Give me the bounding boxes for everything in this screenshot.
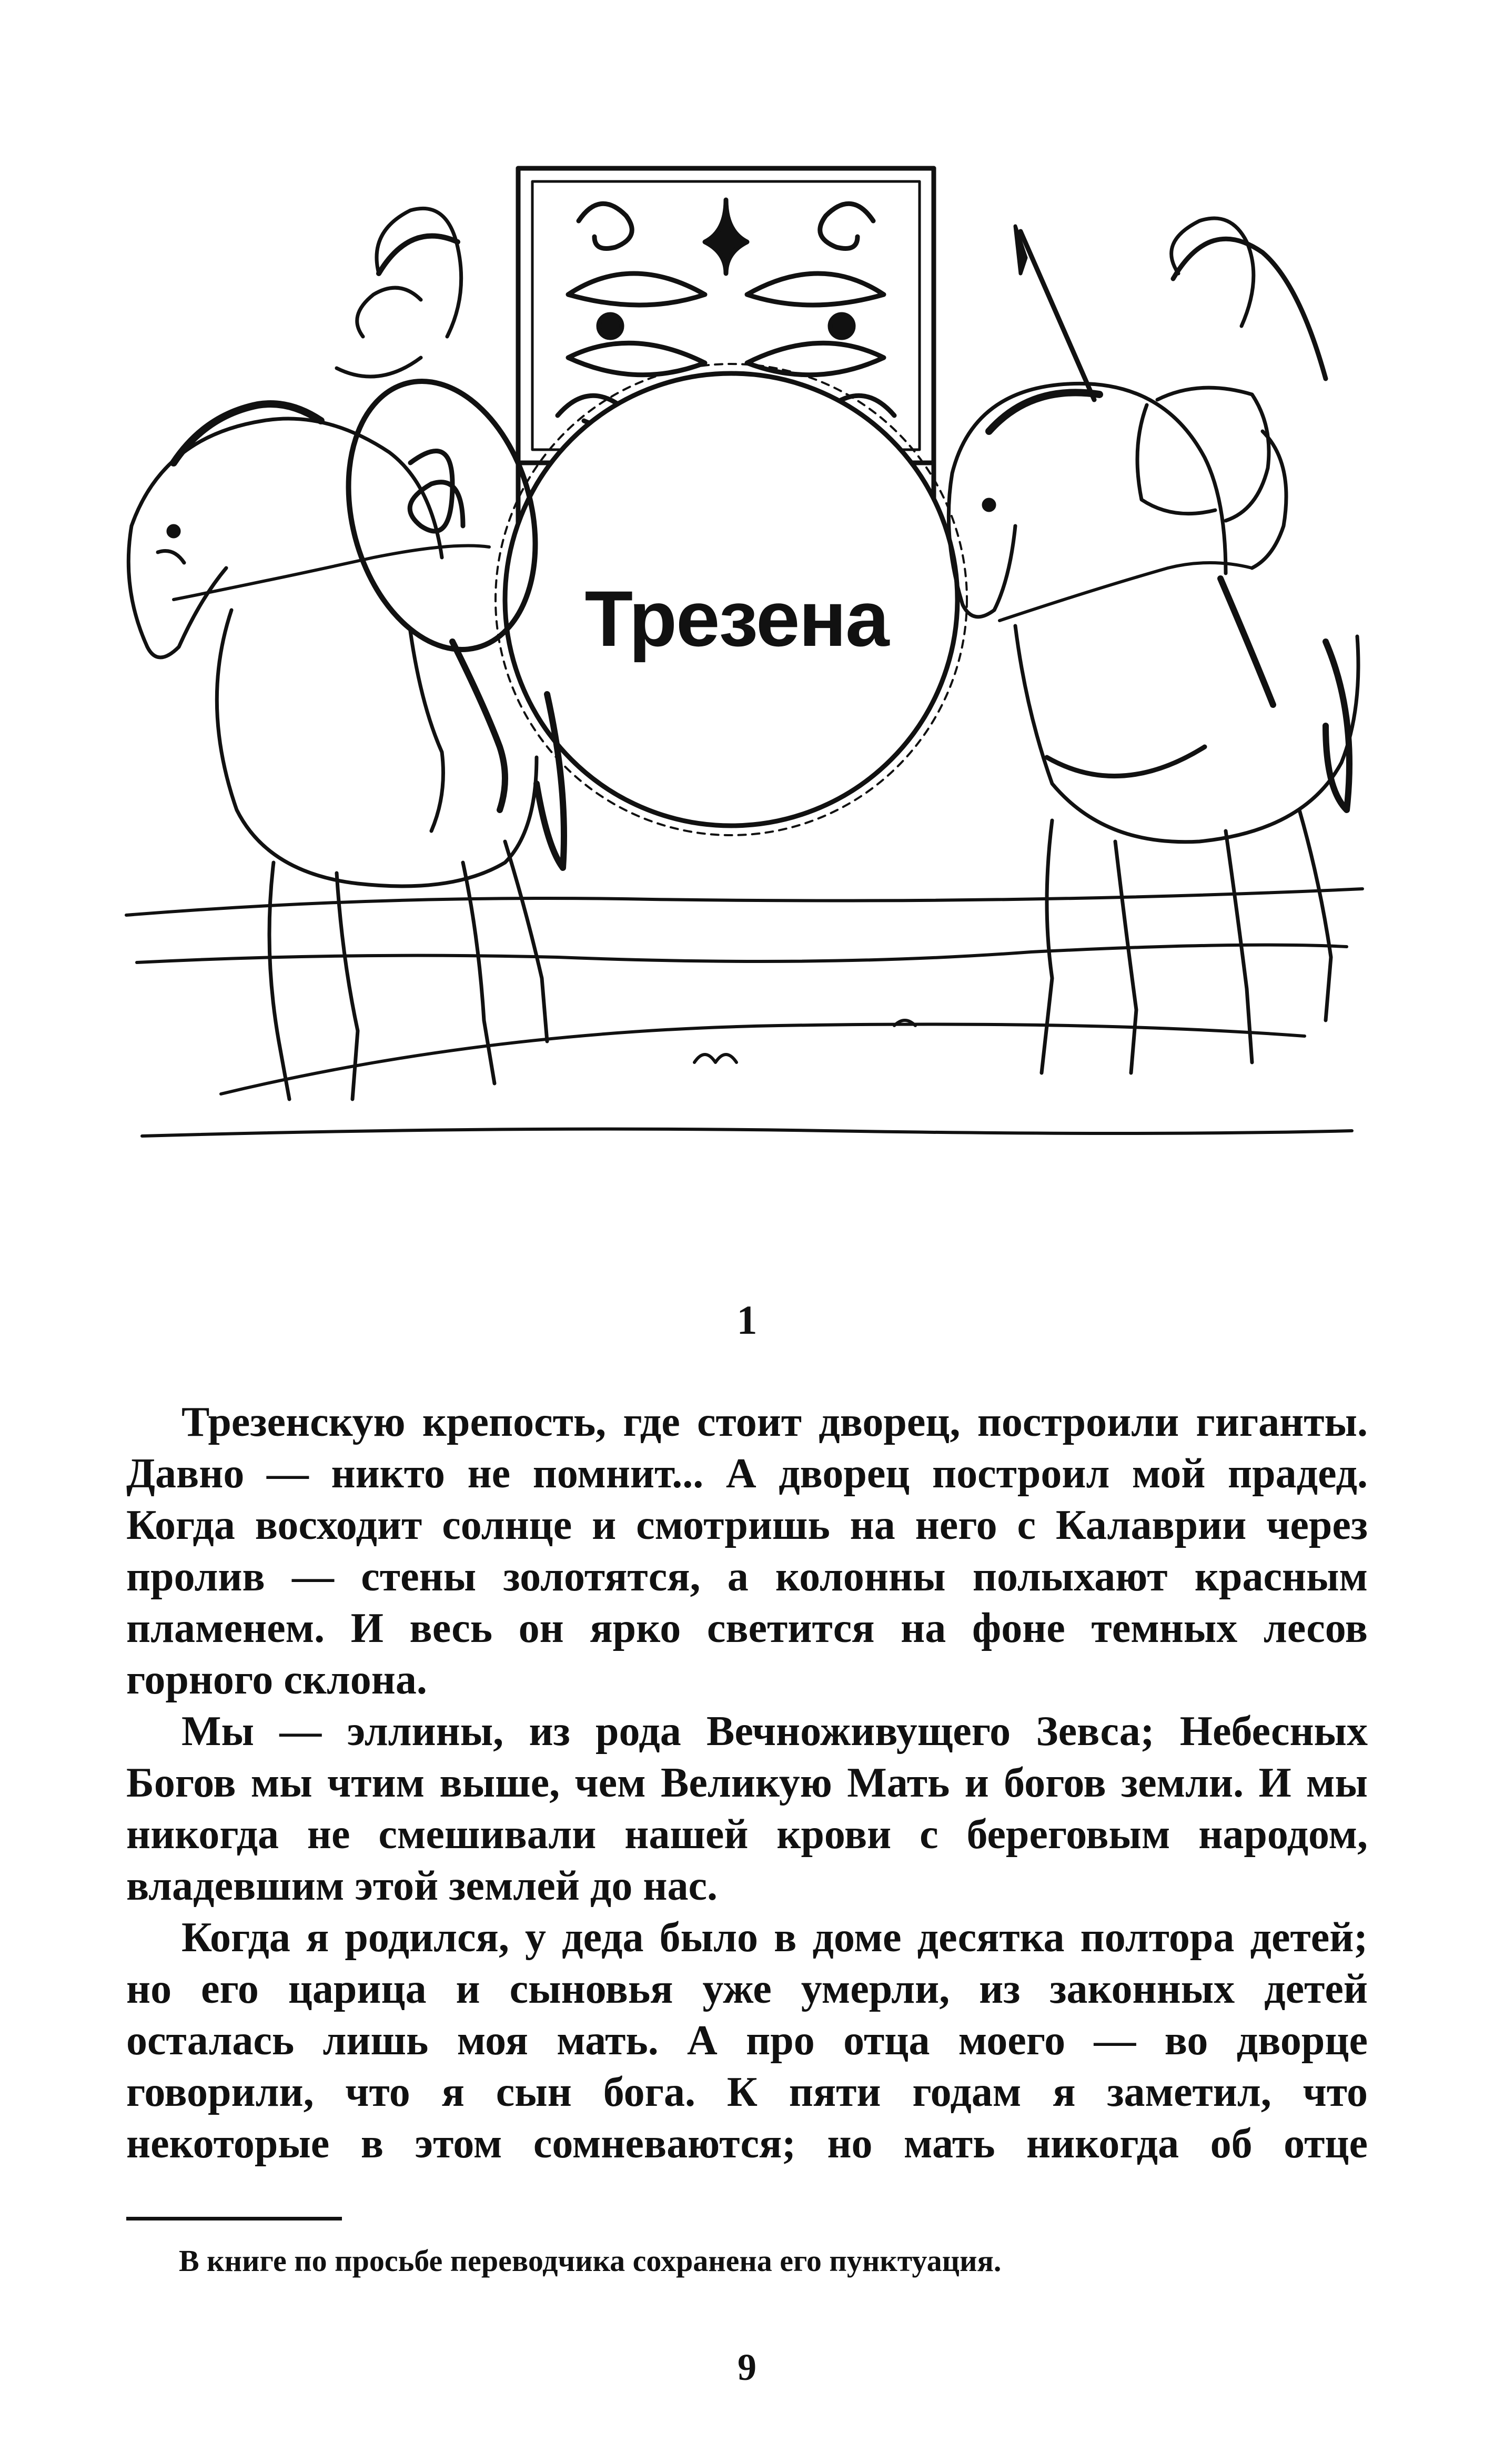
body-text [126, 1396, 1368, 2169]
page-number: 9 [738, 2346, 756, 2388]
left-horseman [128, 208, 564, 1099]
footnote-rule [126, 2217, 342, 2220]
footnote: В книге по просьбе переводчика сохранена его пунктуация. [179, 2244, 1002, 2278]
section-number: 1 [736, 1297, 758, 1343]
paragraph: Мы — эллины, из рода Вечноживущего Зевса; Небесных Богов мы чтим выше, чем Великую Мать и богов земли. И мы никогда не смешивали нашей крови с береговым народом, владевшим этой землей до нас. [126, 1708, 1368, 1909]
chapter-title: Трезена [584, 574, 889, 663]
paragraph: Когда я родился, у деда было в доме десятка полтора детей; но его царица и сыновья уже умерли, из законных детей осталась лишь моя мать. А про отца моего — во дворце говорили, что я сын бога. К пяти годам я заметил, что некоторые в этом сомневаются; но мать никогда об отце [126, 1914, 1368, 2167]
paragraph: Трезенскую крепость, где стоит дворец, построили гиганты. Давно — никто не помнит... А дворец построил мой прадед. Когда восходит солнце и смотришь на него с Калаврии через пролив — стены золотятся, а колонны полыхают красным пламенем. И весь он ярко светится на фоне темных лесов горного склона. [126, 1399, 1368, 1703]
ground [126, 889, 1362, 1136]
